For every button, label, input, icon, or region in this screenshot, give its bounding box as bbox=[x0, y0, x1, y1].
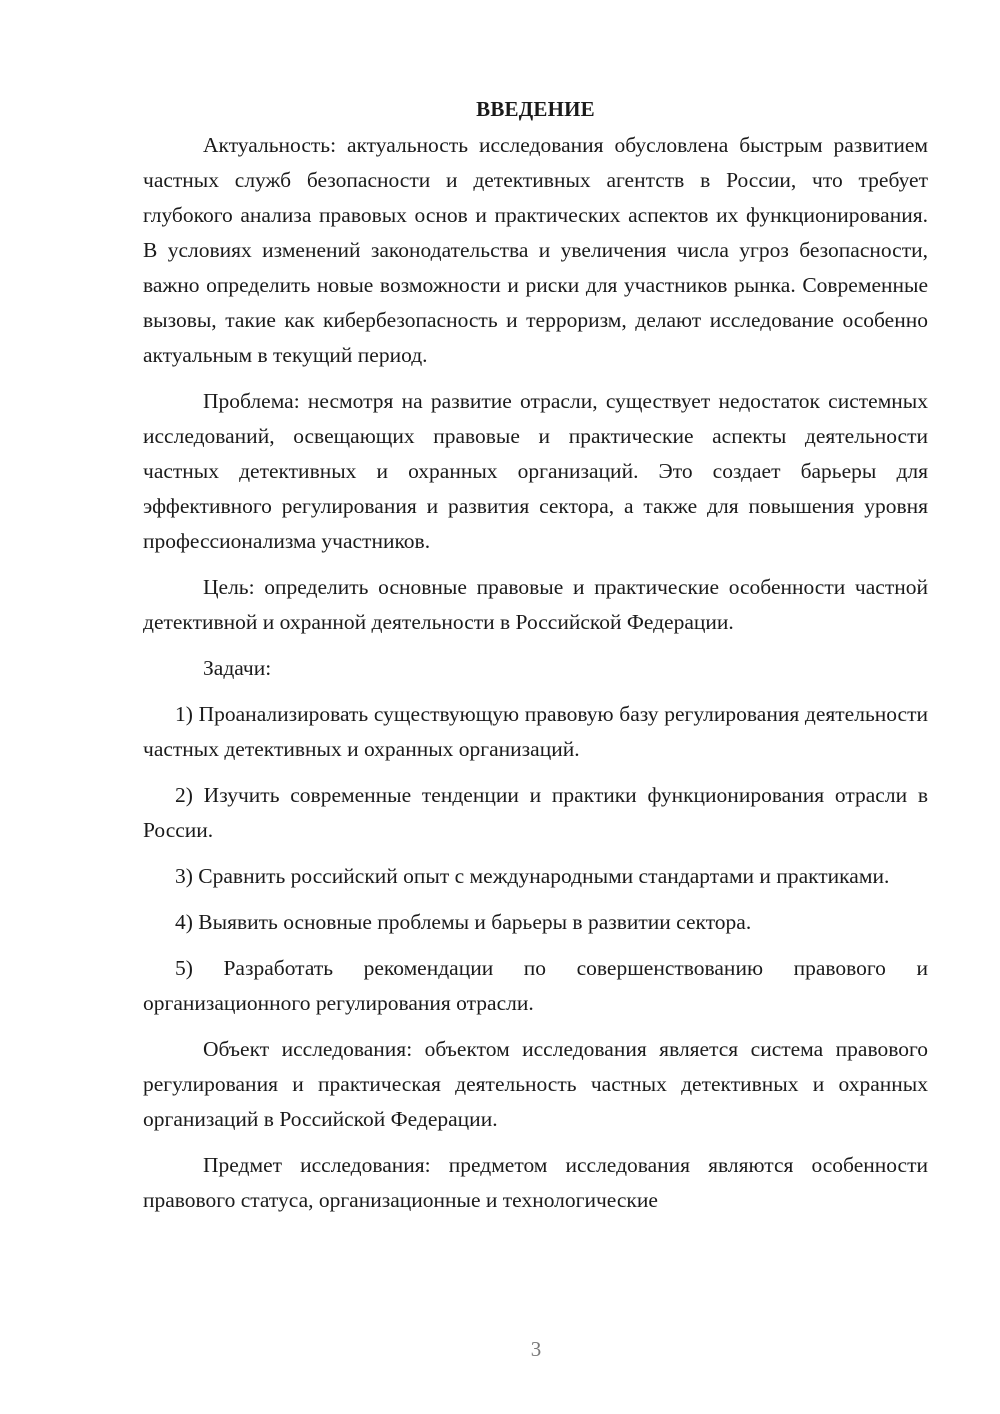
section-heading: ВВЕДЕНИЕ bbox=[476, 97, 595, 121]
task-item-3: 3) Сравнить российский опыт с международными стандартами и практиками. bbox=[175, 864, 890, 888]
document-body bbox=[143, 94, 928, 1218]
task-item-5: 5) Разработать рекомендации по совершенствованию правового и организационного регулирования отрасли. bbox=[143, 956, 928, 1015]
task-item-1: 1) Проанализировать существующую правовую базу регулирования деятельности частных детективных и охранных организаций. bbox=[143, 702, 928, 761]
task-item-4: 4) Выявить основные проблемы и барьеры в развитии сектора. bbox=[175, 910, 752, 934]
paragraph-problem: Проблема: несмотря на развитие отрасли, существует недостаток системных исследований, освещающих правовые и практические аспекты деятельности частных детективных и охранных организаций. Это создает барьеры для эффективного регулирования и развития сектора, а также для повышения уровня профессионализма участников. bbox=[143, 389, 928, 553]
paragraph-subject: Предмет исследования: предметом исследования являются особенности правового статуса, организационные и технологические bbox=[143, 1153, 928, 1212]
page-number: 3 bbox=[530, 1337, 542, 1361]
paragraph-object: Объект исследования: объектом исследования является система правового регулирования и практическая деятельность частных детективных и охранных организаций в Российской Федерации. bbox=[143, 1037, 928, 1131]
paragraph-goal: Цель: определить основные правовые и практические особенности частной детективной и охранной деятельности в Российской Федерации. bbox=[143, 575, 928, 634]
paragraph-tasks-label: Задачи: bbox=[203, 656, 272, 680]
paragraph-relevance: Актуальность: актуальность исследования обусловлена быстрым развитием частных служб безопасности и детективных агентств в России, что требует глубокого анализа правовых основ и практических аспектов их функционирования. В условиях изменений законодательства и увеличения числа угроз безопасности, важно определить новые возможности и риски для участников рынка. Современные вызовы, такие как кибербезопасность и терроризм, делают исследование особенно актуальным в текущий период. bbox=[143, 133, 928, 367]
task-item-2: 2) Изучить современные тенденции и практики функционирования отрасли в России. bbox=[143, 783, 928, 842]
